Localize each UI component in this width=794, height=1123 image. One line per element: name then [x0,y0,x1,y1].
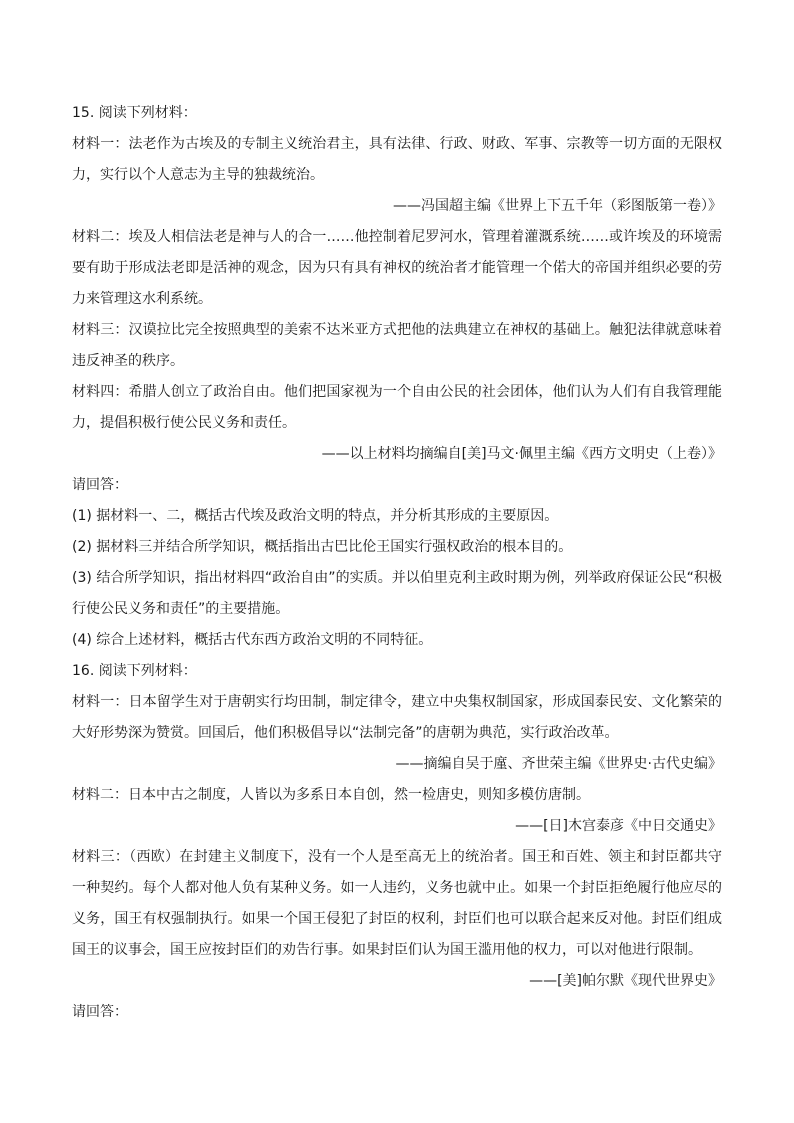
q16-material-2: 材料二：日本中古之制度，人皆以为多系日本自创，然一检唐史，则知多模仿唐制。 [72,787,590,803]
q15-sub-question-3: (3) 结合所学知识，指出材料四“政治自由”的实质。并以伯里克利主政时期为例，列举政府保证公民“积极行使公民义务和责任”的主要措施。 [72,570,722,617]
q15-material-2: 材料二：埃及人相信法老是神与人的合一……他控制着尼罗河水，管理着灌溉系统……或许埃及的环境需要有助于形成法老即是活神的观念，因为只有具有神权的统治者才能管理一个偌大的帝国并组织必要的劳力来管理这水利系统。 [72,229,722,307]
q15-material-1: 材料一：法老作为古埃及的专制主义统治君主，具有法律、行政、财政、军事、宗教等一切方面的无限权力，实行以个人意志为主导的独裁统治。 [72,136,722,183]
document-page [72,98,722,1028]
q16-material-3: 材料三：（西欧）在封建主义制度下，没有一个人是至高无上的统治者。国王和百姓、领主和封臣都共守一种契约。每个人都对他人负有某种义务。如一人违约，义务也就中止。如果一个封臣拒绝履行他应尽的义务，国王有权强制执行。如果一个国王侵犯了封臣的权利，封臣们也可以联合起来反对他。封臣们组成国王的议事会，国王应按封臣们的劝告行事。如果封臣们认为国王滥用他的权力，可以对他进行限制。 [72,849,722,958]
q15-material-4-source: ——以上材料均摘编自[美]马文·佩里主编《西方文明史（上卷）》 [321,446,722,462]
q16-ask: 请回答： [72,1004,128,1020]
q16-material-1: 材料一：日本留学生对于唐朝实行均田制，制定律令，建立中央集权制国家，形成国泰民安、文化繁荣的大好形势深为赞赏。回国后，他们积极倡导以“法制完备”的唐朝为典范，实行政治改革。 [72,694,722,741]
q15-sub-question-2: (2) 据材料三并结合所学知识，概括指出古巴比伦王国实行强权政治的根本目的。 [72,539,573,555]
q16-material-1-source: ——摘编自吴于廑、齐世荣主编《世界史·古代史编》 [395,756,722,772]
q16-material-2-source: ——[日]木宫泰彦《中日交通史》 [515,818,722,834]
question-15-heading: 15. 阅读下列材料： [72,105,197,121]
q15-material-4: 材料四：希腊人创立了政治自由。他们把国家视为一个自由公民的社会团体，他们认为人们有自我管理能力，提倡积极行使公民义务和责任。 [72,384,722,431]
q15-material-1-source: ——冯国超主编《世界上下五千年（彩图版第一卷）》 [393,198,722,214]
q15-ask: 请回答： [72,477,128,493]
q15-sub-question-4: (4) 综合上述材料，概括古代东西方政治文明的不同特征。 [72,632,433,648]
q15-sub-question-1: (1) 据材料一、二，概括古代埃及政治文明的特点，并分析其形成的主要原因。 [72,508,559,524]
q15-material-3: 材料三：汉谟拉比完全按照典型的美索不达米亚方式把他的法典建立在神权的基础上。触犯法律就意味着违反神圣的秩序。 [72,322,722,369]
q16-material-3-source: ——[美]帕尔默《现代世界史》 [529,973,722,989]
question-16-heading: 16. 阅读下列材料： [72,663,197,679]
